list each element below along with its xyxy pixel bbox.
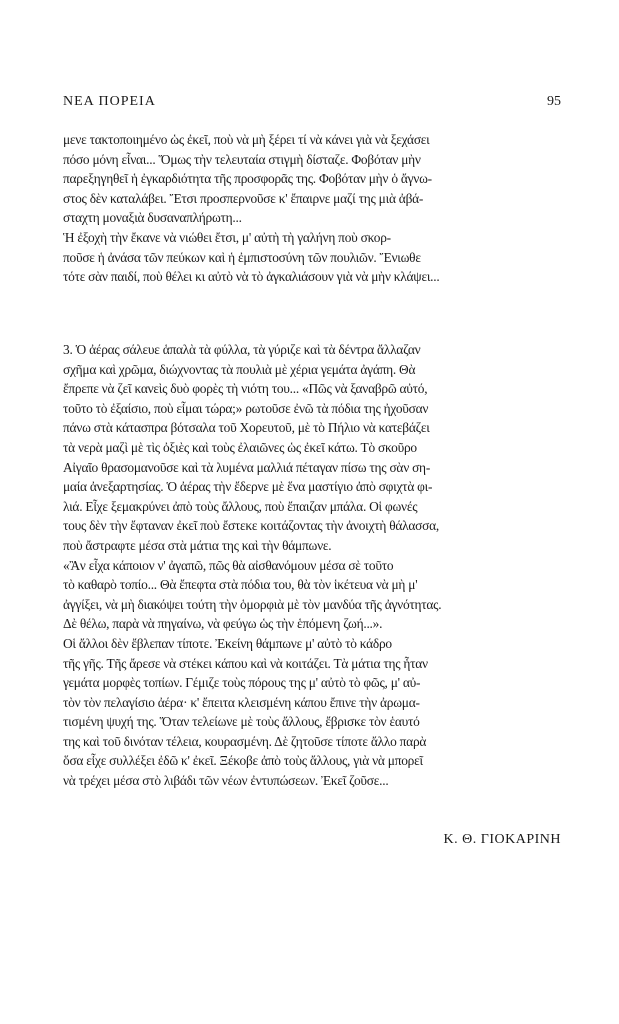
text-line: ὅσα εἶχε συλλέξει ἐδῶ κ' ἐκεῖ. Ξέκοβε ἀπὸ τοὺς ἄλλους, γιὰ νὰ μπορεῖ bbox=[63, 753, 423, 769]
text-line: Δὲ θέλω, παρὰ νὰ πηγαίνω, νὰ φεύγω ὡς τὴν ἑπόμενη ζωή...». bbox=[63, 616, 383, 632]
text-line: ἀγγίξει, νὰ μὴ διακόψει τούτη τὴν ὁμορφιὰ μὲ τὸν μανδύα τῆς ἀγνότητας. bbox=[63, 596, 442, 612]
text-line: πάνω στὰ κάτασπρα βότσαλα τοῦ Χορευτοῦ, μὲ τὸ Πήλιο νὰ κατεβάζει bbox=[63, 420, 430, 436]
text-line: τοῦτο τὸ ἐξαίσιο, ποὺ εἶμαι τώρα;» ρωτοῦσε ἐνῶ τὰ πόδια της ἠχοῦσαν bbox=[63, 400, 429, 416]
text-line: τισμένη ψυχή της. Ὅταν τελείωνε μὲ τοὺς ἄλλους, ἔβρισκε τὸν ἑαυτό bbox=[63, 714, 420, 730]
text-line: λιά. Εἶχε ξεμακρύνει ἀπὸ τοὺς ἄλλους, ποὺ ἔπαιζαν μπάλα. Οἱ φωνές bbox=[63, 498, 418, 514]
text-line: της καὶ τοῦ δινόταν τέλεια, κουρασμένη. Δὲ ζητοῦσε τίποτε ἄλλο παρὰ bbox=[63, 733, 427, 749]
author-signature: Κ. Θ. ΓΙΟΚΑΡΙΝΗ bbox=[443, 832, 561, 847]
text-line: τὸ καθαρὸ τοπίο... Θὰ ἔπεφτα στὰ πόδια του, θὰ τὸν ἱκέτευα νὰ μὴ μ' bbox=[63, 577, 418, 593]
text-line: μενε τακτοποιημένο ὡς ἐκεῖ, ποὺ νὰ μὴ ξέρει τί νὰ κάνει γιὰ νὰ ξεχάσει bbox=[63, 132, 430, 147]
text-block-continuation bbox=[63, 130, 562, 287]
journal-title: ΝΕΑ ΠΟΡΕΙΑ bbox=[63, 94, 156, 109]
text-line: μαία ἀνεξαρτησίας. Ὁ ἀέρας τὴν ἔδερνε μὲ ἕνα μαστίγιο ἀπὸ σφιχτὰ φι- bbox=[63, 479, 433, 495]
text-line: τότε σὰν παιδί, ποὺ θέλει κι αὐτὸ νὰ τὸ ἀγκαλιάσουν γιὰ νὰ μὴν κλάψει... bbox=[63, 269, 440, 285]
text-line: στος δὲν καταλάβει. Ἔτσι προσπερνοῦσε κ' ἔπαιρνε μαζί της μιὰ ἀβά- bbox=[63, 190, 424, 206]
text-line: 3. Ὁ ἀέρας σάλευε ἁπαλὰ τὰ φύλλα, τὰ γύριζε καὶ τὰ δέντρα ἄλλαζαν bbox=[63, 342, 421, 357]
text-line: σταχτη μοναξιὰ δυσαναπλήρωτη... bbox=[63, 210, 242, 226]
running-head bbox=[63, 94, 561, 112]
text-line: Ἡ ἐξοχὴ τὴν ἔκανε νὰ νιώθει ἔτσι, μ' αὐτὴ τὴ γαλήνη ποὺ σκορ- bbox=[63, 229, 391, 245]
text-line: ἔπρεπε νὰ ζεῖ κανεὶς δυὸ φορὲς τὴ νιότη του... «Πῶς νὰ ξαναβρῶ αὐτό, bbox=[63, 381, 428, 397]
text-line: τὰ νερὰ μαζὶ μὲ τὶς ὀξιὲς καὶ τοὺς ἐλαιῶνες ὡς ἐκεῖ κάτω. Τὸ σκοῦρο bbox=[63, 439, 417, 455]
text-line: ποὺ ἄστραφτε μέσα στὰ μάτια της καὶ τὴν θάμπωνε. bbox=[63, 537, 332, 553]
text-line: παρεξηγηθεῖ ἡ ἐγκαρδιότητα τῆς προσφορᾶς της. Φοβόταν μὴν ὁ ἄγνω- bbox=[63, 171, 432, 187]
text-line: ποῦσε ἡ ἀνάσα τῶν πεύκων καὶ ἡ ἐμπιστοσύνη τῶν πουλιῶν. Ἔνιωθε bbox=[63, 249, 421, 265]
text-line: σχῆμα καὶ χρῶμα, διώχνοντας τὰ πουλιὰ μὲ χέρια γεμάτα ἀγάπη. Θὰ bbox=[63, 361, 416, 377]
text-line: τους δὲν τὴν ἔφταναν ἐκεῖ ποὺ ἔστεκε κοιτάζοντας τὴν ἀνοιχτὴ θάλασσα, bbox=[63, 518, 439, 534]
text-line: τῆς γῆς. Τῆς ἄρεσε νὰ στέκει κάπου καὶ νὰ κοιτάζει. Τὰ μάτια της ἦταν bbox=[63, 655, 428, 671]
text-line: Αἰγαῖο θρασομανοῦσε καὶ τὰ λυμένα μαλλιά πέταγαν πίσω της σὰν ση- bbox=[63, 459, 431, 475]
text-line: πόσο μόνη εἶναι... Ὅμως τὴν τελευταία στιγμὴ δίσταζε. Φοβόταν μὴν bbox=[63, 151, 421, 167]
text-line: Οἱ ἄλλοι δὲν ἔβλεπαν τίποτε. Ἐκείνη θάμπωνε μ' αὐτὸ τὸ κάδρο bbox=[63, 635, 392, 651]
text-line: τὸν τὸν πελαγίσιο ἀέρα· κ' ἔπειτα κλεισμένη κάπου ἔπινε τὴν ἀρωμα- bbox=[63, 694, 420, 710]
page-number: 95 bbox=[547, 94, 561, 109]
text-block-section-3 bbox=[63, 340, 562, 791]
text-line: «Ἂν εἶχα κάποιον ν' ἀγαπῶ, πῶς θὰ αἰσθανόμουν μέσα σὲ τοῦτο bbox=[63, 557, 394, 573]
text-line: γεμάτα μορφὲς τοπίων. Γέμιζε τοὺς πόρους της μ' αὐτὸ τὸ φῶς, μ' αὐ- bbox=[63, 675, 421, 691]
text-line: νὰ τρέχει μέσα στὸ λιβάδι τῶν νέων ἐντυπώσεων. Ἐκεῖ ζοῦσε... bbox=[63, 773, 389, 789]
